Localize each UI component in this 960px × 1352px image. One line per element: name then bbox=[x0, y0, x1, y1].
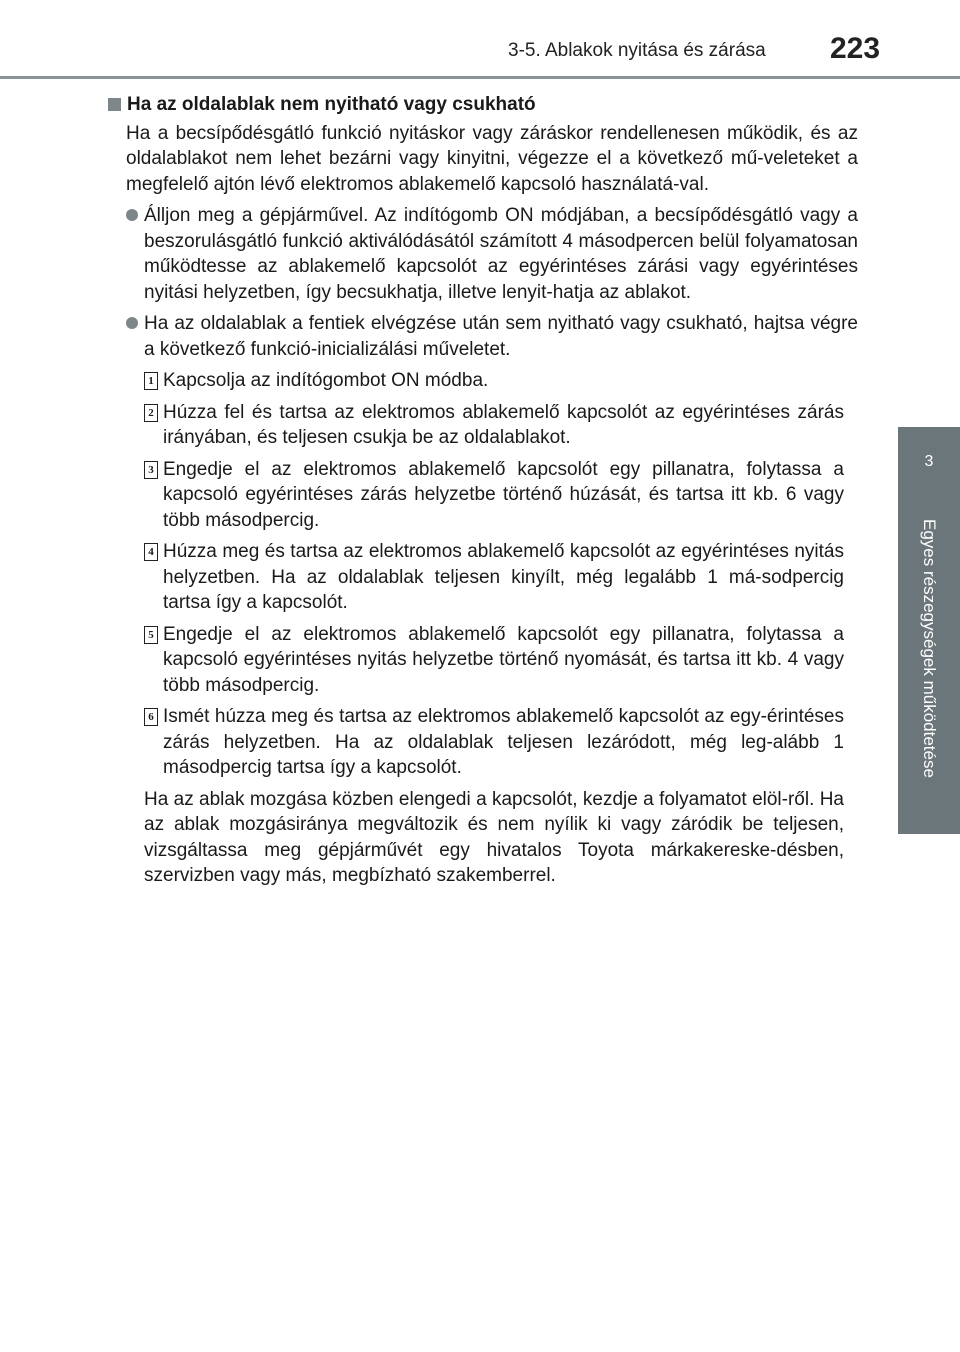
section-heading-text: Ha az oldalablak nem nyitható vagy csukható bbox=[127, 94, 536, 115]
bullet-item bbox=[126, 311, 858, 362]
step-number-badge: 2 bbox=[144, 404, 158, 422]
bullet-item bbox=[126, 203, 858, 305]
step-number-badge: 3 bbox=[144, 461, 158, 479]
step-item bbox=[144, 368, 858, 394]
page-number: 223 bbox=[830, 32, 881, 65]
step-text: Húzza meg és tartsa az elektromos ablakemelő kapcsolót az egyérintéses nyitás helyzetben. Ha az oldalablak teljesen kinyílt, még legalább 1 má-sodpercig tartsa így a kapcsolót. bbox=[163, 541, 844, 613]
section-heading bbox=[108, 92, 858, 118]
step-item bbox=[144, 400, 858, 451]
step-text: Kapcsolja az indítógombot ON módba. bbox=[163, 370, 489, 391]
header-divider bbox=[0, 76, 960, 79]
step-text: Húzza fel és tartsa az elektromos ablakemelő kapcsolót az egyérintéses zárás irányában, és teljesen csukja be az oldalablakot. bbox=[163, 401, 844, 448]
chapter-side-tab bbox=[898, 427, 960, 834]
step-item bbox=[144, 704, 858, 781]
step-number-badge: 1 bbox=[144, 372, 158, 390]
side-tab-number: 3 bbox=[924, 453, 934, 470]
side-tab-title: Egyes részegységek működtetése bbox=[920, 519, 939, 778]
round-bullet-icon bbox=[126, 209, 138, 221]
intro-paragraph: Ha a becsípődésgátló funkció nyitáskor vagy záráskor rendellenesen működik, és az oldalablakot nem lehet bezárni vagy kinyitni, végezze el a következő mű-veleteket a megfelelő ajtón lévő elektromos ablakemelő kapcsoló használatá-val. bbox=[126, 122, 858, 195]
step-item bbox=[144, 622, 858, 699]
step-number-badge: 6 bbox=[144, 708, 158, 726]
square-bullet-icon bbox=[108, 98, 121, 111]
step-item bbox=[144, 539, 858, 616]
bullet-text: Álljon meg a gépjárművel. Az indítógomb ON módjában, a becsípődésgátló vagy a beszorulásgátló funkció aktiválódásától számított 4 másodpercen belül folyamatosan működtesse az ablakemelő kapcsolót az egyérintéses zárási vagy egyérintéses nyitási helyzetben, így becsukhatja, illetve lenyit-hatja az ablakot. bbox=[144, 205, 858, 303]
chapter-title: 3-5. Ablakok nyitása és zárása bbox=[508, 40, 766, 61]
step-text: Engedje el az elektromos ablakemelő kapcsolót egy pillanatra, folytassa a kapcsoló egyérintéses zárás helyzetbe történő húzását, és tartsa itt kb. 6 vagy több másodpercig. bbox=[163, 458, 844, 531]
step-item bbox=[144, 457, 858, 534]
round-bullet-icon bbox=[126, 317, 138, 329]
page-content bbox=[108, 92, 858, 889]
step-number-badge: 5 bbox=[144, 626, 158, 644]
step-text: Engedje el az elektromos ablakemelő kapcsolót egy pillanatra, folytassa a kapcsoló egyérintéses nyitás helyzetbe történő nyomását, és tartsa itt kb. 4 vagy több másodpercig. bbox=[163, 623, 844, 696]
bullet-text: Ha az oldalablak a fentiek elvégzése után sem nyitható vagy csukható, hajtsa végre a következő funkció-inicializálási műveletet. bbox=[144, 313, 858, 360]
step-text: Ismét húzza meg és tartsa az elektromos ablakemelő kapcsolót az egy-érintéses zárás helyzetben. Ha az oldalablak teljesen lezáródott, még leg-alább 1 másodpercig tartsa így a kapcsolót. bbox=[163, 706, 844, 778]
step-number-badge: 4 bbox=[144, 543, 158, 561]
closing-paragraph: Ha az ablak mozgása közben elengedi a kapcsolót, kezdje a folyamatot elöl-ről. Ha az ablak mozgásiránya megváltozik és nem nyílik ki vagy záródik be teljesen, vizsgáltassa meg gépjárművét egy hivatalos Toyota márkakereske-désben, szervizben vagy más, megbízható szakemberrel. bbox=[144, 788, 844, 886]
